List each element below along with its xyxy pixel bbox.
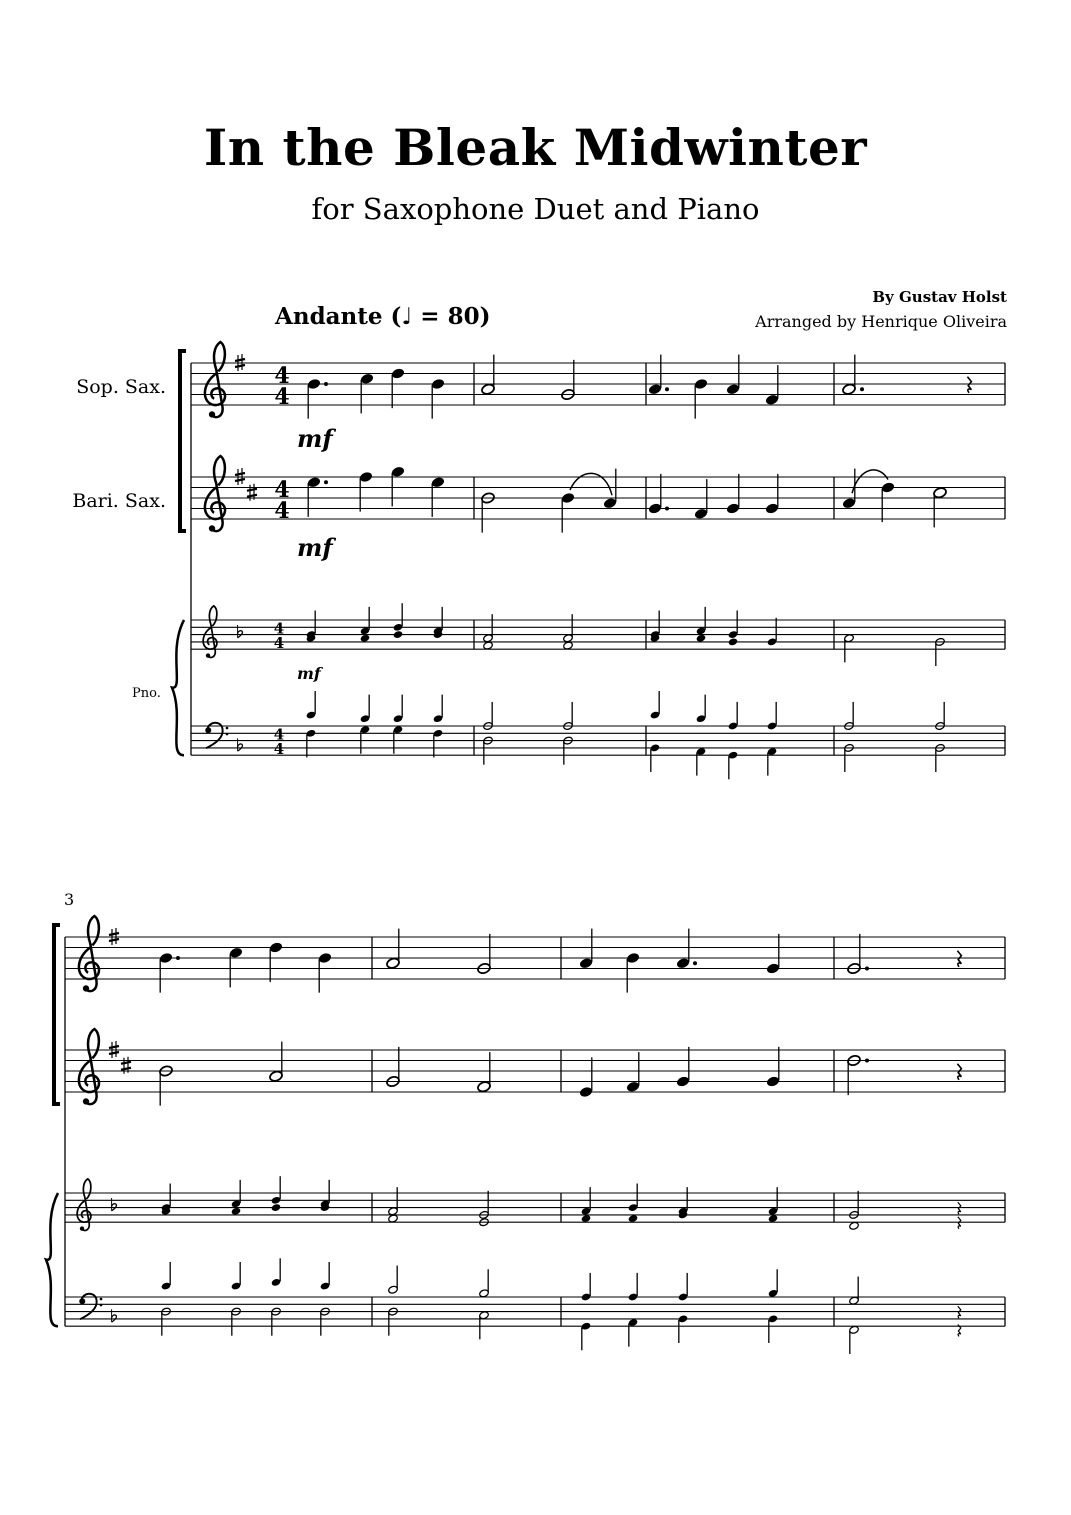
dynamic-marking: mf bbox=[297, 533, 333, 562]
note bbox=[431, 378, 446, 391]
augmentation-dot bbox=[860, 387, 864, 391]
quarter-rest-icon bbox=[958, 1202, 961, 1214]
note bbox=[269, 941, 284, 954]
note bbox=[159, 952, 174, 965]
note bbox=[626, 1080, 641, 1093]
note bbox=[726, 383, 741, 396]
quarter-rest-icon bbox=[957, 1064, 961, 1080]
staff-piano-bass bbox=[65, 1297, 1005, 1326]
note bbox=[726, 502, 741, 515]
augmentation-dot bbox=[665, 387, 669, 391]
group-bracket bbox=[54, 925, 60, 1104]
composer-credit: By Gustav Holst bbox=[872, 288, 1007, 306]
note bbox=[933, 486, 948, 499]
note bbox=[881, 481, 896, 494]
note bbox=[676, 957, 691, 970]
treble-clef-icon bbox=[205, 456, 225, 532]
augmentation-dot bbox=[865, 967, 869, 971]
time-signature-top: 4 bbox=[273, 619, 285, 638]
note bbox=[842, 497, 857, 510]
quarter-rest-icon bbox=[958, 1306, 961, 1318]
note bbox=[648, 383, 663, 396]
note bbox=[766, 1075, 781, 1088]
time-signature-bottom: 4 bbox=[274, 384, 290, 410]
time-signature-top: 4 bbox=[273, 725, 285, 744]
chord-note bbox=[728, 637, 739, 646]
bass-clef-icon bbox=[205, 723, 228, 749]
treble-clef-icon bbox=[205, 342, 225, 418]
note bbox=[391, 465, 406, 478]
treble-clef-icon bbox=[79, 1029, 99, 1105]
note bbox=[307, 476, 322, 489]
treble-clef-icon bbox=[79, 916, 99, 992]
note bbox=[603, 497, 618, 510]
bass-clef-icon bbox=[79, 1294, 102, 1320]
score-subtitle: for Saxophone Duet and Piano bbox=[311, 192, 760, 226]
note bbox=[765, 502, 780, 515]
quarter-rest-icon bbox=[957, 951, 961, 967]
note bbox=[307, 378, 322, 391]
augmentation-dot bbox=[176, 956, 180, 960]
instrument-label-piano: Pno. bbox=[132, 686, 161, 701]
staff-sop-sax bbox=[65, 937, 1005, 979]
arranger-credit: Arranged by Henrique Oliveira bbox=[755, 312, 1007, 331]
chord-note bbox=[393, 630, 404, 639]
augmentation-dot bbox=[324, 382, 328, 386]
quarter-rest-icon bbox=[958, 1217, 961, 1229]
staff-piano-treble bbox=[65, 1193, 1005, 1222]
note bbox=[431, 476, 446, 489]
time-signature-bottom: 4 bbox=[273, 634, 285, 653]
score-title: In the Bleak Midwinter bbox=[203, 118, 868, 177]
piano-brace bbox=[46, 1193, 58, 1326]
instrument-label-sop-sax: Sop. Sax. bbox=[76, 376, 166, 398]
time-signature-bottom: 4 bbox=[274, 498, 290, 524]
note bbox=[579, 957, 594, 970]
dynamic-marking: mf bbox=[297, 424, 333, 453]
tempo-word: Andante ( bbox=[275, 303, 402, 330]
note bbox=[561, 492, 576, 505]
group-bracket bbox=[180, 351, 186, 531]
time-signature-bottom: 4 bbox=[273, 740, 285, 759]
augmentation-dot bbox=[324, 480, 328, 484]
note bbox=[360, 372, 375, 385]
quarter-rest-icon bbox=[967, 377, 971, 393]
note bbox=[626, 952, 641, 965]
quarter-note-icon: ♩ bbox=[401, 303, 413, 330]
note bbox=[676, 1075, 691, 1088]
augmentation-dot bbox=[693, 961, 697, 965]
augmentation-dot bbox=[665, 507, 669, 511]
note bbox=[229, 946, 244, 959]
treble-clef-icon bbox=[77, 1179, 91, 1231]
notation-engraving bbox=[46, 342, 1005, 1354]
treble-clef-icon bbox=[203, 606, 217, 658]
note bbox=[386, 957, 401, 970]
note bbox=[694, 378, 709, 391]
staff-bari-sax bbox=[65, 1050, 1005, 1092]
note bbox=[269, 1070, 284, 1083]
measure-number: 3 bbox=[64, 890, 75, 909]
note bbox=[477, 1080, 492, 1093]
note bbox=[694, 507, 709, 520]
tempo-value: = 80) bbox=[412, 303, 491, 330]
note bbox=[765, 393, 780, 406]
note bbox=[648, 502, 663, 515]
time-signature-top: 4 bbox=[274, 363, 290, 389]
note bbox=[481, 383, 496, 396]
note bbox=[579, 1086, 594, 1099]
piano-brace bbox=[172, 620, 184, 755]
time-signature-top: 4 bbox=[274, 477, 290, 503]
chord-note bbox=[271, 1203, 282, 1212]
note bbox=[359, 471, 374, 484]
instrument-label-bari-sax: Bari. Sax. bbox=[72, 490, 166, 512]
note bbox=[318, 952, 333, 965]
note bbox=[766, 962, 781, 975]
note bbox=[391, 367, 406, 380]
dynamic-marking: mf bbox=[297, 664, 321, 683]
note bbox=[842, 383, 857, 396]
augmentation-dot bbox=[865, 1059, 869, 1063]
